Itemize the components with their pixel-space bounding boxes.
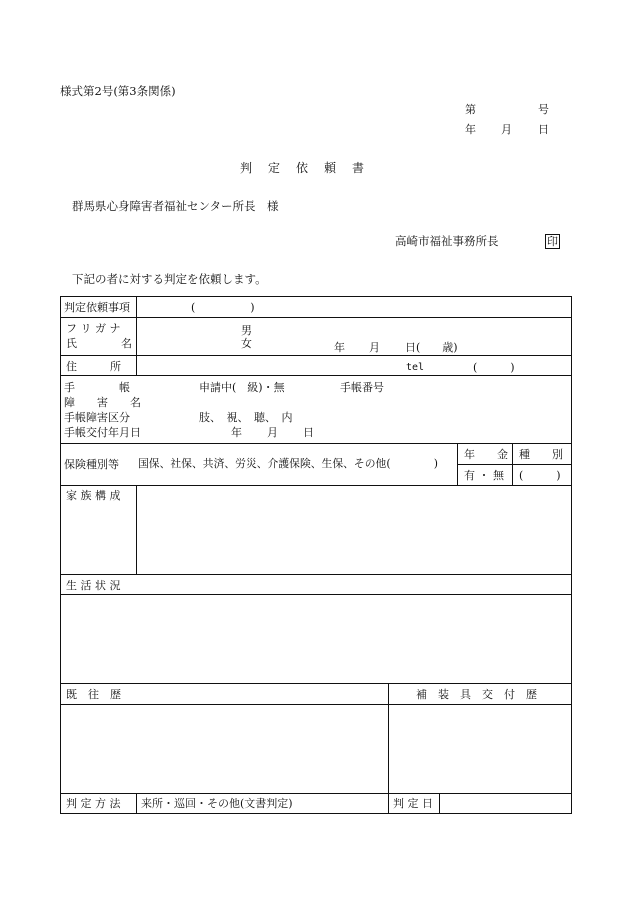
living-field[interactable] [62, 595, 570, 682]
request-item-label: 判定依頼事項 [64, 301, 130, 314]
birth-month: 月 [369, 341, 380, 354]
living-label: 生 活 状 況 [66, 579, 121, 592]
category-options[interactable]: 肢、 視、 聴、 内 [199, 411, 293, 424]
tel-field[interactable]: ( ) [473, 361, 515, 374]
birth-day-age: 日( 歳) [405, 341, 458, 354]
family-label: 家 族 構 成 [66, 489, 121, 502]
doc-number-suffix: 号 [538, 103, 549, 116]
method-value[interactable]: 来所・巡回・その他(文書判定) [141, 797, 293, 810]
date-field[interactable] [440, 794, 570, 812]
type-field[interactable]: ( ) [519, 469, 561, 482]
handbook-number-label: 手帳番号 [340, 381, 384, 394]
issue-year: 年 [231, 426, 242, 439]
method-label: 判 定 方 法 [66, 797, 121, 810]
date-month: 月 [501, 123, 512, 136]
insurance-label: 保険種別等 [64, 458, 119, 471]
request-form-table [60, 296, 572, 814]
address-label: 住 所 [66, 360, 121, 373]
aids-field[interactable] [389, 705, 570, 792]
request-item-field[interactable]: ( ) [191, 301, 255, 314]
handbook-status[interactable]: 申請中( 級)・無 [199, 381, 285, 394]
handbook-category-label: 手帳障害区分 [64, 411, 130, 424]
sender: 高崎市福祉事務所長 [395, 234, 499, 248]
tel-label: tel [406, 362, 425, 373]
doc-number-prefix: 第 [465, 103, 476, 116]
handbook-issue-label: 手帳交付年月日 [64, 426, 141, 439]
addressee: 群馬県心身障害者福祉センター所長 様 [72, 199, 279, 213]
aids-label: 補 装 具 交 付 歴 [416, 688, 537, 701]
insurance-options[interactable]: 国保、社保、共済、労災、介護保険、生保、その他( ) [138, 457, 438, 470]
gender-female[interactable]: 女 [241, 337, 252, 350]
family-field[interactable] [137, 486, 570, 573]
gender-male[interactable]: 男 [241, 324, 252, 337]
issue-day: 日 [303, 426, 314, 439]
seal-mark: 印 [547, 235, 558, 248]
pension-label: 年 金 [464, 448, 508, 461]
disability-name-label: 障 害 名 [64, 396, 141, 409]
page-title: 判 定 依 頼 書 [240, 161, 367, 175]
name-label: 氏 名 [66, 337, 132, 350]
type-label: 種 別 [519, 448, 563, 461]
pension-value[interactable]: 有 ・ 無 [464, 469, 504, 482]
history-field[interactable] [62, 705, 387, 792]
intro-text: 下記の者に対する判定を依頼します。 [72, 272, 267, 286]
date-year: 年 [465, 123, 476, 136]
date-day: 日 [538, 123, 549, 136]
issue-month: 月 [267, 426, 278, 439]
form-number: 様式第2号(第3条関係) [60, 84, 176, 98]
history-label: 既 往 歴 [66, 688, 121, 701]
handbook-label: 手 帳 [64, 381, 130, 394]
birth-year: 年 [334, 341, 345, 354]
furigana-label: フ リ ガ ナ [66, 322, 121, 335]
date-label: 判 定 日 [393, 797, 433, 810]
